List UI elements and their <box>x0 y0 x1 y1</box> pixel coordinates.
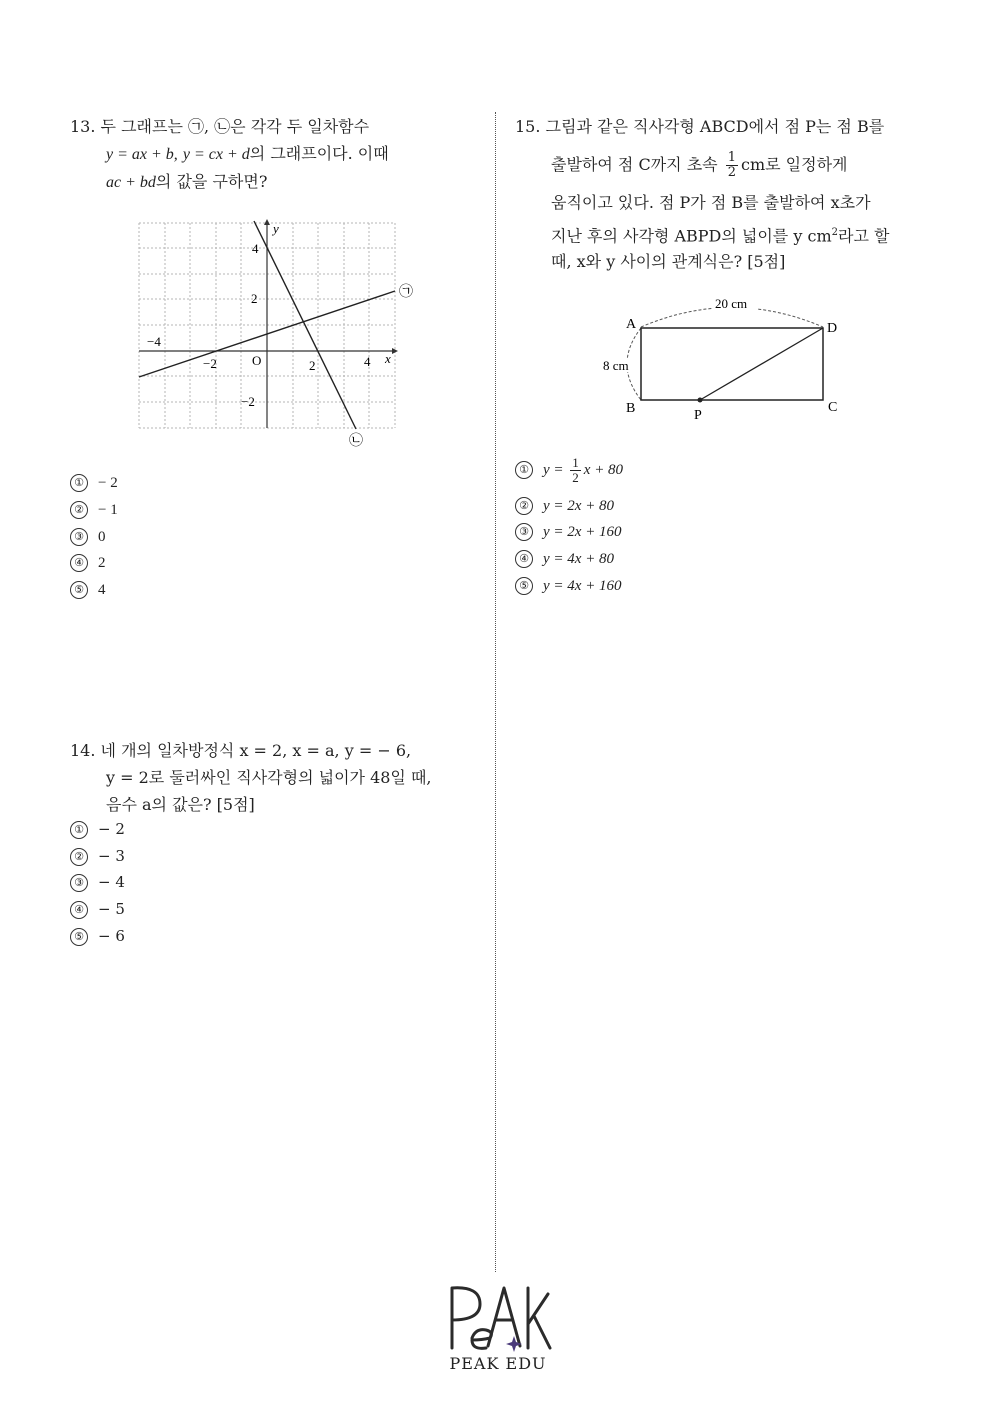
point-p-label: P <box>694 408 702 423</box>
choice-number-icon: ④ <box>70 554 88 572</box>
q15-choice-5[interactable] <box>515 572 622 598</box>
choice-text: 2 <box>98 555 106 571</box>
vertex-c-label: C <box>828 400 838 415</box>
height-label: 8 cm <box>603 358 629 373</box>
point-p-marker <box>698 398 703 403</box>
choice-text: − 2 <box>98 475 118 491</box>
segment-pd <box>700 328 823 400</box>
q15-line2-post: cm로 일정하게 <box>740 155 848 174</box>
q15-line4-pre: 지난 후의 사각형 ABPD의 넓이를 y cm <box>551 226 832 246</box>
choice-text: y = 2x + 80 <box>543 498 615 514</box>
choice-number-icon: ⑤ <box>70 581 88 599</box>
q13-eq1: y = ax + b, <box>106 146 178 163</box>
q13-graph <box>130 215 420 450</box>
choice-number-icon: ② <box>515 497 533 515</box>
frac-numerator: 1 <box>727 150 736 165</box>
q14-number: 14. <box>70 741 96 760</box>
q15-line2 <box>515 147 889 189</box>
q15-choice-1[interactable] <box>515 452 623 486</box>
q13-line2-tail: 의 그래프이다. 이때 <box>249 144 389 163</box>
q15-speed-fraction <box>726 151 738 180</box>
y-tick-4: 4 <box>252 241 259 256</box>
choice-text: − 4 <box>98 873 125 891</box>
q15-choice-3[interactable] <box>515 518 622 544</box>
q15-choice-2[interactable] <box>515 492 614 518</box>
q13-line3 <box>70 168 389 196</box>
q13-number: 13. <box>70 117 96 136</box>
q14-stem-line3: 음수 a의 값은? [5점] <box>106 795 255 814</box>
choice-number-icon: ⑤ <box>70 928 88 946</box>
q15-stem-line3: 움직이고 있다. 점 P가 점 B를 출발하여 x초가 <box>551 193 871 212</box>
choice-text: − 1 <box>98 502 118 518</box>
q13-stem-line1: 두 그래프는 ㉠, ㉡은 각각 두 일차함수 <box>100 117 370 136</box>
q13-choice-4[interactable] <box>70 549 106 575</box>
vertex-d-label: D <box>827 321 838 336</box>
q13-eq2: y = cx + d <box>182 146 250 163</box>
q14-stem-line2: y = 2로 둘러싸인 직사각형의 넓이가 48일 때, <box>106 768 432 787</box>
q15-figure <box>595 290 855 425</box>
choice-text: 4 <box>98 582 106 598</box>
q15-number: 15. <box>515 117 541 136</box>
y-axis-arrow <box>264 219 270 225</box>
q14-choice-5[interactable] <box>70 923 125 949</box>
y-tick-2: 2 <box>251 291 258 306</box>
choice-number-icon: ③ <box>70 874 88 892</box>
q15-line4-sup: 2 <box>831 227 838 238</box>
q13-choice-2[interactable] <box>70 496 118 522</box>
q14-choice-3[interactable] <box>70 869 125 895</box>
rectangle-abcd <box>641 328 823 400</box>
q13-choice-3[interactable] <box>70 523 106 549</box>
choice-number-icon: ① <box>515 461 533 479</box>
choice-text: y = 2x + 160 <box>543 524 622 540</box>
choice-number-icon: ⑤ <box>515 577 533 595</box>
choice-number-icon: ③ <box>70 528 88 546</box>
q15-choice-4[interactable] <box>515 545 614 571</box>
y-axis-label: y <box>273 221 279 236</box>
choice-fraction <box>570 456 581 485</box>
question-15 <box>515 113 889 276</box>
q13-line1 <box>70 113 389 140</box>
choice-text: 0 <box>98 529 106 545</box>
q13-line2 <box>70 140 389 168</box>
choice-number-icon: ② <box>70 848 88 866</box>
q15-line2-pre: 출발하여 점 C까지 초속 <box>551 155 718 174</box>
q14-line1 <box>70 737 432 764</box>
choice-text: − 5 <box>98 900 125 918</box>
q14-choice-1[interactable] <box>70 816 125 842</box>
frac-denominator: 2 <box>572 469 579 485</box>
origin-label: O <box>252 353 262 368</box>
graph-axes <box>139 225 392 428</box>
q14-choice-4[interactable] <box>70 896 125 922</box>
choice-text: − 6 <box>98 927 125 945</box>
graph-line-1-label: ㉠ <box>399 285 413 300</box>
y-tick-neg2: −2 <box>241 394 255 409</box>
q13-expr: ac + bd <box>106 174 156 191</box>
choice-number-icon: ④ <box>70 901 88 919</box>
choice-number-icon: ④ <box>515 550 533 568</box>
choice-text: y = 4x + 80 <box>543 551 615 567</box>
frac-numerator: 1 <box>572 454 579 470</box>
column-divider <box>495 112 496 1272</box>
peak-logo-icon <box>440 1280 556 1352</box>
question-14 <box>70 737 432 818</box>
q15-line1 <box>515 113 889 147</box>
choice-number-icon: ② <box>70 501 88 519</box>
choice-number-icon: ① <box>70 821 88 839</box>
choice-text: − 3 <box>98 847 125 865</box>
q15-stem-line1: 그림과 같은 직사각형 ABCD에서 점 P는 점 B를 <box>545 117 885 136</box>
x-tick-4: 4 <box>364 354 371 369</box>
logo-text: PEAK EDU <box>449 1354 547 1373</box>
x-axis-label: x <box>385 351 391 366</box>
question-13 <box>70 113 389 196</box>
q14-stem-line1: 네 개의 일차방정식 x = 2, x = a, y = − 6, <box>100 741 412 760</box>
vertex-a-label: A <box>626 317 637 332</box>
q13-choice-5[interactable] <box>70 576 106 602</box>
x-tick-neg4: −4 <box>147 334 161 349</box>
x-tick-neg2: −2 <box>203 356 217 371</box>
frac-denominator: 2 <box>727 165 736 180</box>
q15-line4 <box>515 219 889 248</box>
choice-text-pre: y = <box>543 462 568 478</box>
q14-choice-2[interactable] <box>70 843 125 869</box>
x-tick-2: 2 <box>309 358 316 373</box>
q13-line3-tail: 의 값을 구하면? <box>155 172 268 191</box>
choice-text: y = 4x + 160 <box>543 578 622 594</box>
q13-choice-1[interactable] <box>70 469 118 495</box>
choice-text: − 2 <box>98 820 125 838</box>
vertex-b-label: B <box>626 401 636 416</box>
q15-line4-post: 라고 할 <box>838 226 890 246</box>
choice-text-post: x + 80 <box>583 462 624 478</box>
graph-line-2-label: ㉡ <box>349 434 363 449</box>
choice-number-icon: ③ <box>515 523 533 541</box>
choice-number-icon: ① <box>70 474 88 492</box>
q15-stem-line5: 때, x와 y 사이의 관계식은? [5점] <box>551 252 786 271</box>
width-label: 20 cm <box>715 296 748 311</box>
